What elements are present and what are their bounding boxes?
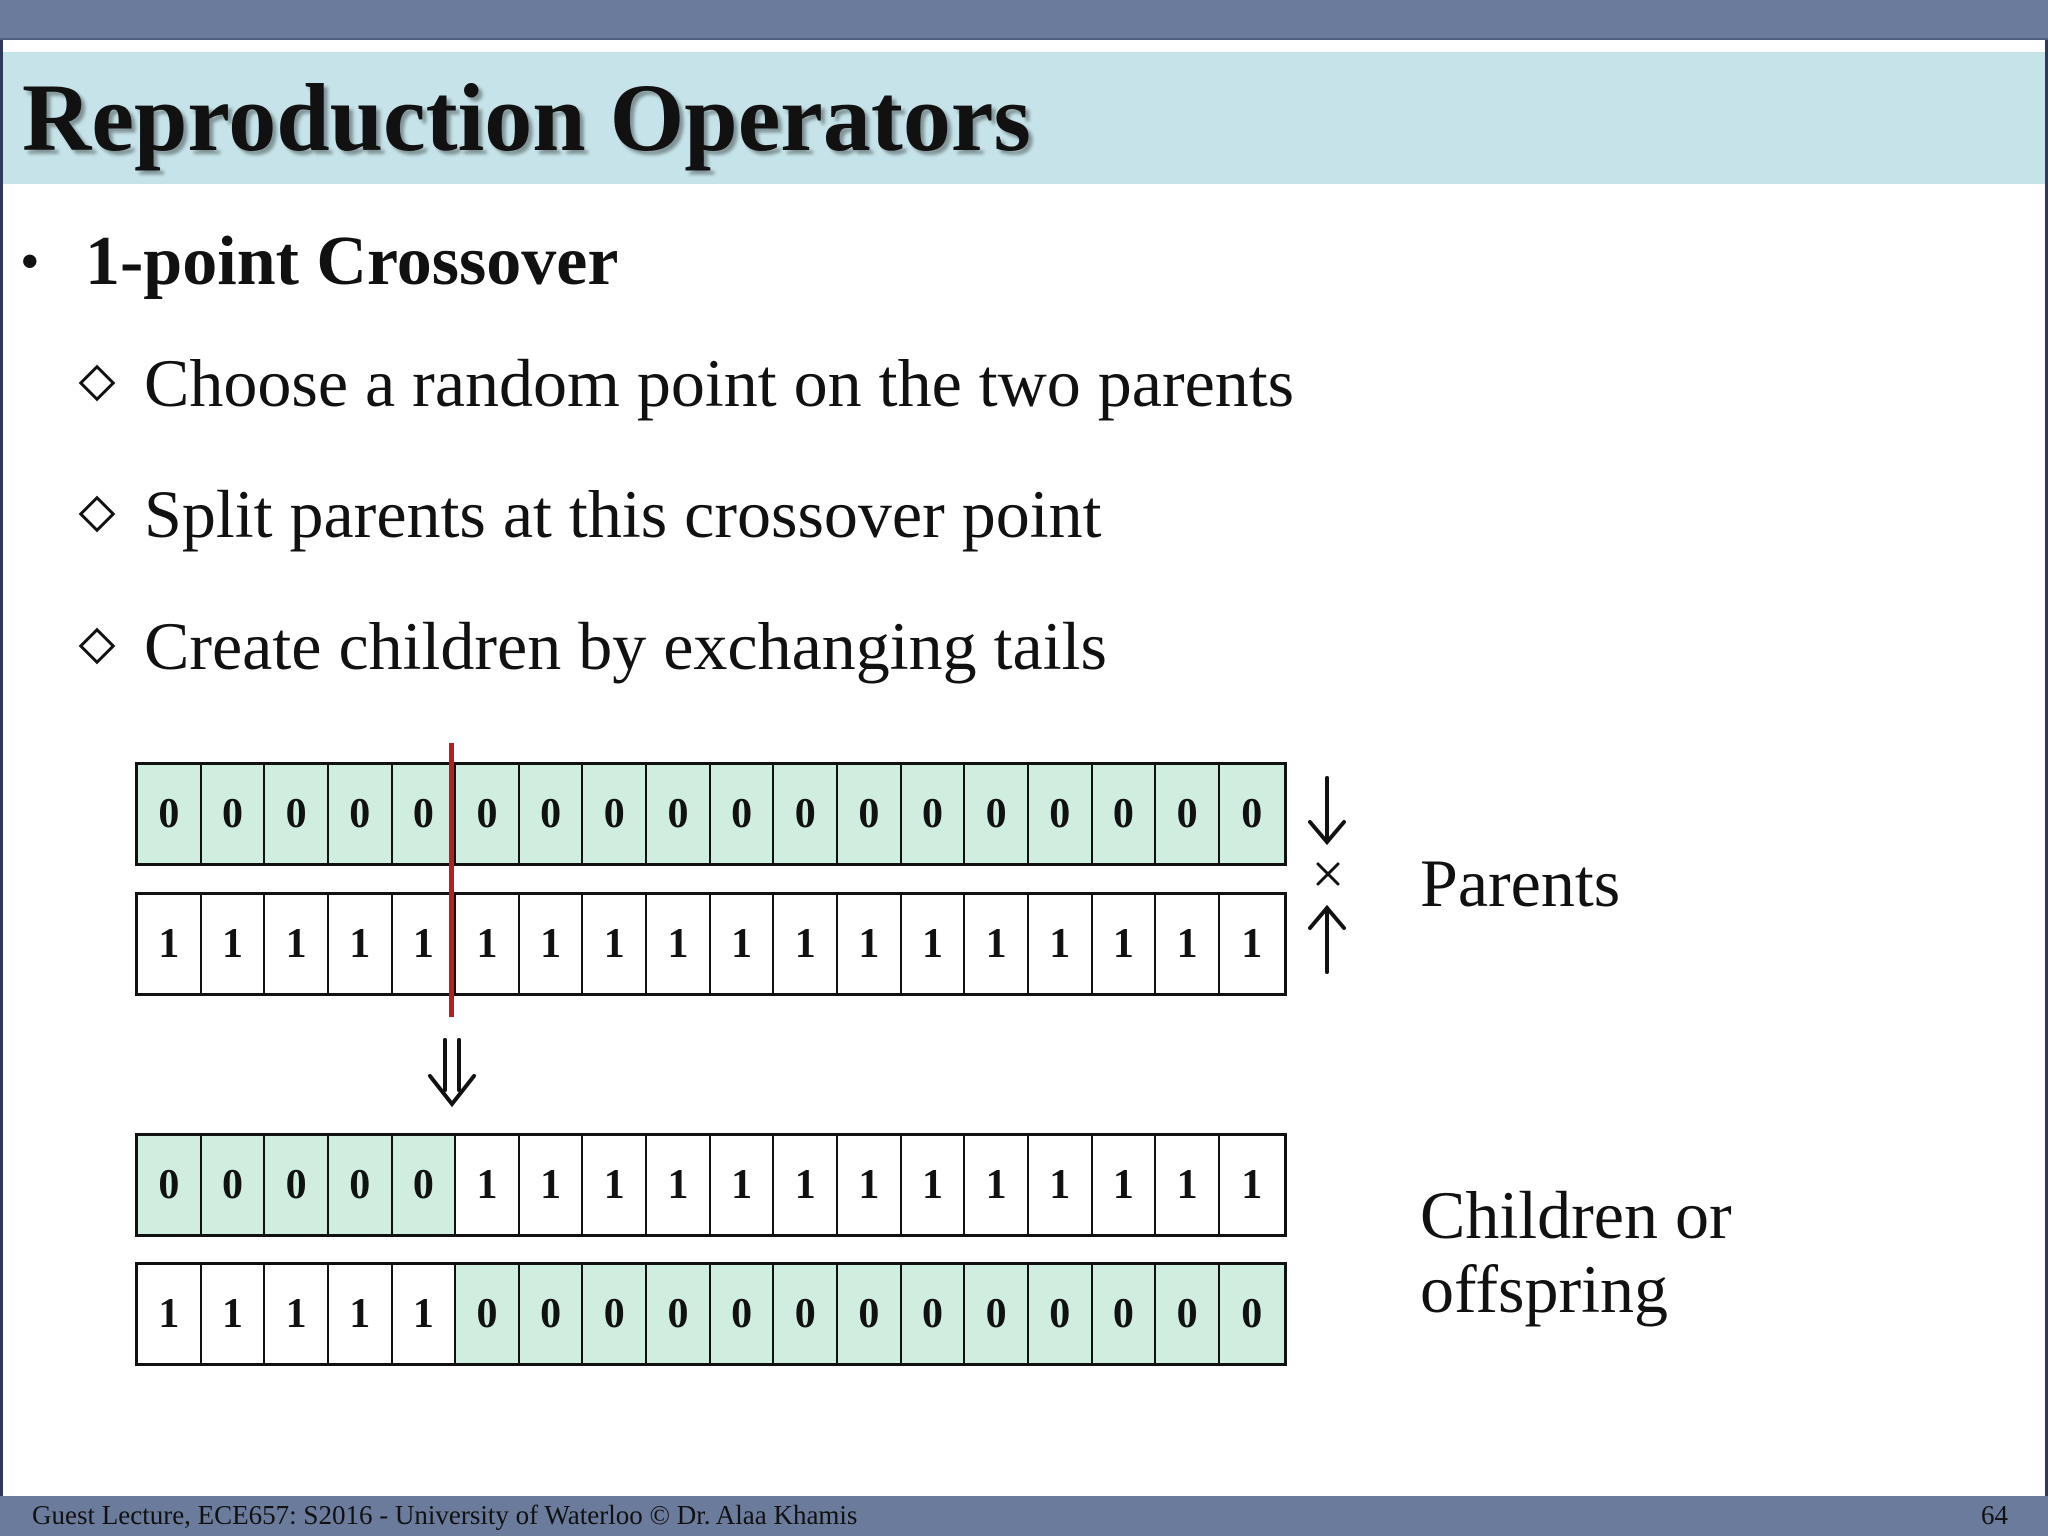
child-2-bit: 1 <box>265 1265 329 1363</box>
children-label-line2: offspring <box>1420 1251 1669 1327</box>
child-1-bit: 0 <box>265 1136 329 1234</box>
parent-2-bit: 1 <box>456 895 520 993</box>
child-1-bit: 1 <box>456 1136 520 1234</box>
parent-1-bit: 0 <box>774 765 838 863</box>
parent-1-bit: 0 <box>647 765 711 863</box>
child-1-bit: 1 <box>711 1136 775 1234</box>
child-2-bit: 0 <box>1156 1265 1220 1363</box>
up-arrow-icon <box>1310 908 1344 972</box>
child-2-bit: 0 <box>1220 1265 1284 1363</box>
parent-2-bit: 1 <box>774 895 838 993</box>
child-1-bit: 0 <box>202 1136 266 1234</box>
cross-icon <box>1318 864 1338 884</box>
parent-2-bit: 1 <box>393 895 457 993</box>
child-2-bit: 0 <box>711 1265 775 1363</box>
parent-2-bit: 1 <box>838 895 902 993</box>
child-2-bit: 0 <box>456 1265 520 1363</box>
parent-1-bit: 0 <box>711 765 775 863</box>
child-1-bit: 1 <box>1156 1136 1220 1234</box>
child-1-bit: 1 <box>583 1136 647 1234</box>
parent-1-bit: 0 <box>1029 765 1093 863</box>
parent-1-bit: 0 <box>902 765 966 863</box>
parent-2-bit: 1 <box>647 895 711 993</box>
parents-label: Parents <box>1420 845 1621 921</box>
bullet-text: 1-point Crossover <box>85 223 619 300</box>
child-2-bit: 1 <box>329 1265 393 1363</box>
parent-1-bit: 0 <box>329 765 393 863</box>
child-2-bit: 0 <box>774 1265 838 1363</box>
parent-1-bit: 0 <box>202 765 266 863</box>
child-1-bit: 1 <box>647 1136 711 1234</box>
child-2-bit: 1 <box>138 1265 202 1363</box>
child-2-bit: 0 <box>520 1265 584 1363</box>
child-1-bit: 0 <box>329 1136 393 1234</box>
child-1-bit: 1 <box>774 1136 838 1234</box>
children-label-line1: Children or <box>1420 1177 1732 1253</box>
parent-1-bit: 0 <box>520 765 584 863</box>
parent-2-bit: 1 <box>902 895 966 993</box>
parent-1-bit: 0 <box>838 765 902 863</box>
sub-item-text: Split parents at this crossover point <box>144 475 1102 552</box>
bullet-dot-icon: • <box>20 231 40 293</box>
parent-2-bit: 1 <box>965 895 1029 993</box>
child-1-bit: 1 <box>965 1136 1029 1234</box>
sub-item-text: Create children by exchanging tails <box>144 607 1107 684</box>
parent-2-bit: 1 <box>1156 895 1220 993</box>
parent-1-bit: 0 <box>456 765 520 863</box>
child-2-bit: 0 <box>838 1265 902 1363</box>
child-1-bit: 1 <box>1220 1136 1284 1234</box>
parent-2-bit: 1 <box>583 895 647 993</box>
footer-text: Guest Lecture, ECE657: S2016 - University of Waterloo © Dr. Alaa Khamis <box>32 1500 858 1530</box>
child-1-bit: 0 <box>138 1136 202 1234</box>
child-2-bit: 0 <box>1093 1265 1157 1363</box>
child-2-bit: 1 <box>393 1265 457 1363</box>
child-1-bit: 1 <box>520 1136 584 1234</box>
child-2-bit: 0 <box>583 1265 647 1363</box>
parent-2-bit: 1 <box>711 895 775 993</box>
parent-1-bit: 0 <box>138 765 202 863</box>
child-1-bit: 1 <box>1029 1136 1093 1234</box>
child-2-bit: 0 <box>902 1265 966 1363</box>
parent-1-bit: 0 <box>1156 765 1220 863</box>
parent-1-bit: 0 <box>393 765 457 863</box>
parent-2-bit: 1 <box>1029 895 1093 993</box>
child-1-bit: 0 <box>393 1136 457 1234</box>
parent-2-bit: 1 <box>520 895 584 993</box>
child-2-bit: 0 <box>1029 1265 1093 1363</box>
child-1-bit: 1 <box>1093 1136 1157 1234</box>
parent-2-bit: 1 <box>329 895 393 993</box>
child-1-bit: 1 <box>902 1136 966 1234</box>
parent-1-bit: 0 <box>1093 765 1157 863</box>
parent-2-bit: 1 <box>1220 895 1284 993</box>
child-1-bit: 1 <box>838 1136 902 1234</box>
parent-1-bit: 0 <box>583 765 647 863</box>
parent-1-bit: 0 <box>1220 765 1284 863</box>
parent-2-bit: 1 <box>1093 895 1157 993</box>
child-2-bit: 1 <box>202 1265 266 1363</box>
parent-2-bit: 1 <box>202 895 266 993</box>
down-arrow-icon <box>1310 778 1344 842</box>
child-2-bit: 0 <box>647 1265 711 1363</box>
parent-1-bit: 0 <box>965 765 1029 863</box>
sub-item-text: Choose a random point on the two parents <box>144 344 1295 421</box>
child-2-bit: 0 <box>965 1265 1029 1363</box>
parent-1-bit: 0 <box>265 765 329 863</box>
double-down-arrow-icon <box>430 1040 474 1104</box>
parent-2-bit: 1 <box>265 895 329 993</box>
page-number: 64 <box>1981 1500 2008 1530</box>
parent-2-bit: 1 <box>138 895 202 993</box>
slide-title: Reproduction Operators <box>22 64 1031 171</box>
